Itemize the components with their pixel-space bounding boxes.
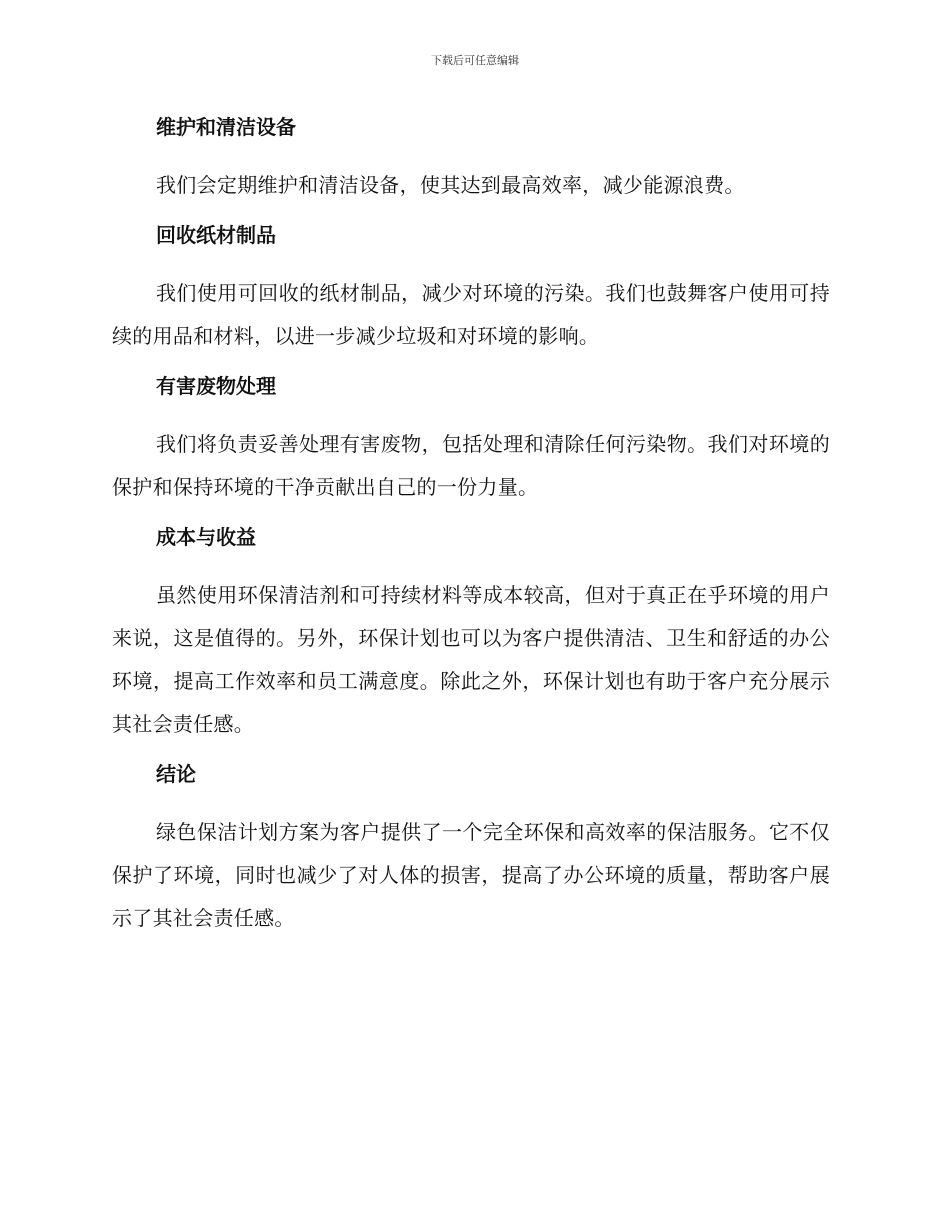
document-body xyxy=(112,110,830,951)
section-text-conclusion: 绿色保洁计划方案为客户提供了一个完全环保和高效率的保洁服务。它不仅保护了环境，同时也减少了对人体的损害，提高了办公环境的质量，帮助客户展示了其社会责任感。 xyxy=(112,820,830,930)
section-text-recycled-paper: 我们使用可回收的纸材制品，减少对环境的污染。我们也鼓舞客户使用可持续的用品和材料，以进一步减少垃圾和对环境的影响。 xyxy=(112,281,830,348)
section-heading-recycled-paper: 回收纸材制品 xyxy=(156,223,276,247)
section-text-hazardous-waste: 我们将负责妥善处理有害废物，包括处理和清除任何污染物。我们对环境的保护和保持环境的干净贡献出自己的一份力量。 xyxy=(112,432,830,499)
section-heading-hazardous-waste: 有害废物处理 xyxy=(156,374,276,398)
section-text-maintenance: 我们会定期维护和清洁设备，使其达到最高效率，减少能源浪费。 xyxy=(156,173,745,197)
section-heading-maintenance: 维护和清洁设备 xyxy=(156,115,296,139)
section-text-cost-benefit: 虽然使用环保清洁剂和可持续材料等成本较高，但对于真正在乎环境的用户来说，这是值得的。另外，环保计划也可以为客户提供清洁、卫生和舒适的办公环境，提高工作效率和员工满意度。除此之外，环保计划也有助于客户充分展示其社会责任感。 xyxy=(112,583,830,736)
section-heading-conclusion: 结论 xyxy=(156,762,196,786)
page-header: 下载后可任意编辑 xyxy=(431,54,519,67)
section-heading-cost-benefit: 成本与收益 xyxy=(156,525,256,549)
